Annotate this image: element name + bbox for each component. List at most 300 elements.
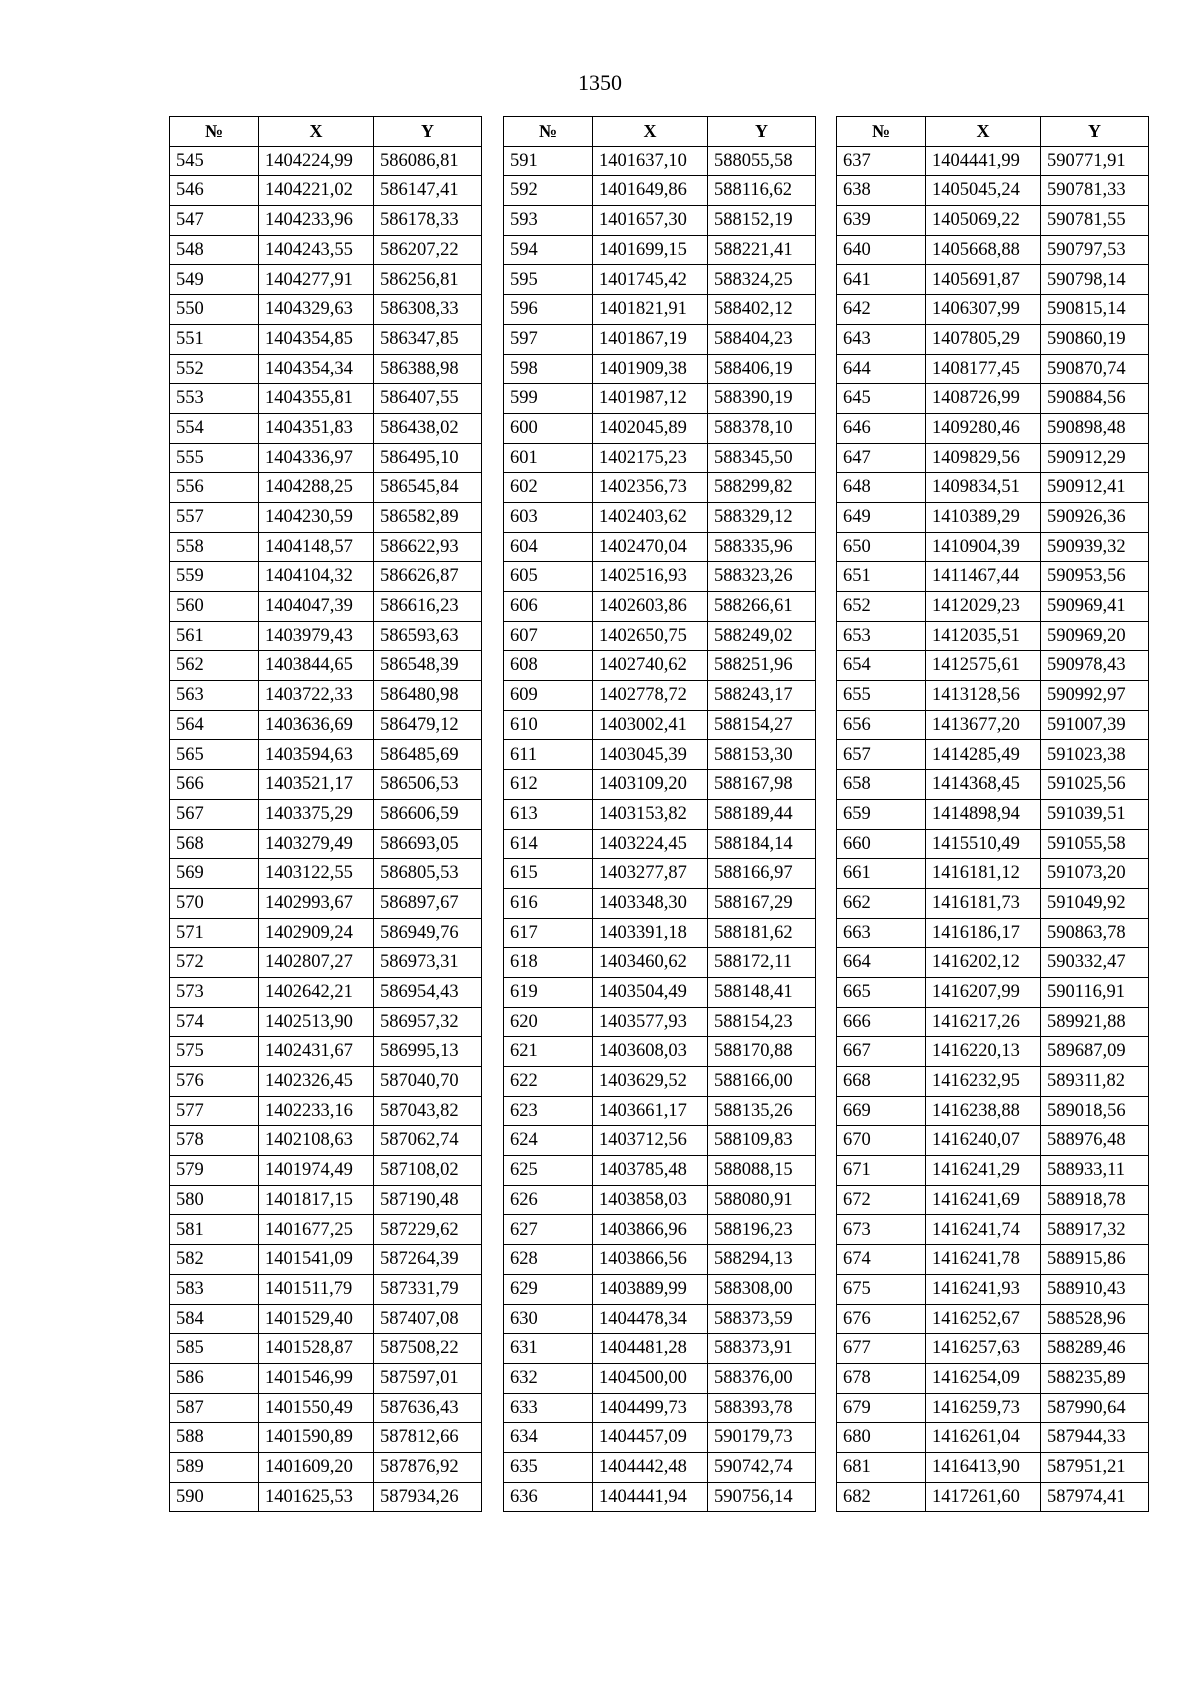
point-number-cell: 614: [504, 829, 593, 859]
y-coordinate-cell: 587040,70: [374, 1067, 482, 1097]
point-number-cell: 583: [170, 1274, 259, 1304]
x-coordinate-cell: 1403153,82: [593, 799, 708, 829]
table-row: [504, 473, 816, 503]
point-number-cell: 681: [837, 1452, 926, 1482]
x-coordinate-cell: 1404329,63: [259, 295, 374, 325]
table-row: [170, 799, 482, 829]
y-coordinate-cell: 590870,74: [1041, 354, 1149, 384]
y-coordinate-cell: 588373,91: [708, 1334, 816, 1364]
point-number-cell: 680: [837, 1423, 926, 1453]
header-row: [504, 117, 816, 147]
table-row: [504, 592, 816, 622]
point-number-cell: 662: [837, 888, 926, 918]
table-row: [504, 1126, 816, 1156]
point-number-cell: 622: [504, 1067, 593, 1097]
coordinates-table-3: [836, 116, 1149, 1512]
x-coordinate-cell: 1401528,87: [259, 1334, 374, 1364]
point-number-cell: 618: [504, 948, 593, 978]
x-coordinate-cell: 1402778,72: [593, 681, 708, 711]
point-number-cell: 558: [170, 532, 259, 562]
x-coordinate-cell: 1403661,17: [593, 1096, 708, 1126]
y-coordinate-cell: 588170,88: [708, 1037, 816, 1067]
table-row: [504, 1334, 816, 1364]
table-row: [504, 740, 816, 770]
point-number-cell: 676: [837, 1304, 926, 1334]
x-coordinate-cell: 1403504,49: [593, 977, 708, 1007]
x-coordinate-cell: 1416241,74: [926, 1215, 1041, 1245]
point-number-cell: 639: [837, 206, 926, 236]
y-coordinate-cell: 588167,98: [708, 770, 816, 800]
table-row: [170, 1423, 482, 1453]
y-coordinate-cell: 587108,02: [374, 1156, 482, 1186]
point-number-cell: 682: [837, 1482, 926, 1512]
table-row: [837, 1185, 1149, 1215]
y-coordinate-cell: 587229,62: [374, 1215, 482, 1245]
y-coordinate-cell: 590912,41: [1041, 473, 1149, 503]
x-coordinate-cell: 1402909,24: [259, 918, 374, 948]
y-coordinate-cell: 588181,62: [708, 918, 816, 948]
y-coordinate-cell: 586086,81: [374, 146, 482, 176]
table-row: [170, 740, 482, 770]
point-number-cell: 569: [170, 859, 259, 889]
point-number-cell: 550: [170, 295, 259, 325]
y-coordinate-cell: 590179,73: [708, 1423, 816, 1453]
y-coordinate-cell: 588345,50: [708, 443, 816, 473]
point-number-cell: 578: [170, 1126, 259, 1156]
y-coordinate-cell: 590969,20: [1041, 621, 1149, 651]
y-coordinate-cell: 589687,09: [1041, 1037, 1149, 1067]
x-coordinate-cell: 1403279,49: [259, 829, 374, 859]
point-number-cell: 620: [504, 1007, 593, 1037]
table-row: [504, 621, 816, 651]
x-coordinate-cell: 1403594,63: [259, 740, 374, 770]
table-row: [170, 413, 482, 443]
y-coordinate-cell: 590798,14: [1041, 265, 1149, 295]
y-coordinate-cell: 588308,00: [708, 1274, 816, 1304]
table-row: [837, 948, 1149, 978]
x-coordinate-cell: 1416241,29: [926, 1156, 1041, 1186]
table-row: [170, 918, 482, 948]
x-coordinate-cell: 1404478,34: [593, 1304, 708, 1334]
table-row: [504, 502, 816, 532]
point-number-cell: 674: [837, 1245, 926, 1275]
point-number-cell: 545: [170, 146, 259, 176]
table-row: [504, 146, 816, 176]
x-coordinate-cell: 1404221,02: [259, 176, 374, 206]
table-row: [837, 681, 1149, 711]
point-number-cell: 651: [837, 562, 926, 592]
table-row: [837, 206, 1149, 236]
point-number-cell: 559: [170, 562, 259, 592]
y-coordinate-cell: 588154,27: [708, 710, 816, 740]
y-coordinate-cell: 590781,55: [1041, 206, 1149, 236]
y-coordinate-cell: 586479,12: [374, 710, 482, 740]
x-coordinate-cell: 1401609,20: [259, 1452, 374, 1482]
table-body: [170, 146, 482, 1512]
point-number-cell: 675: [837, 1274, 926, 1304]
point-number-cell: 672: [837, 1185, 926, 1215]
table-row: [170, 176, 482, 206]
x-coordinate-cell: 1416241,93: [926, 1274, 1041, 1304]
table-row: [504, 265, 816, 295]
table-row: [837, 1304, 1149, 1334]
table-row: [170, 651, 482, 681]
point-number-cell: 563: [170, 681, 259, 711]
table-row: [170, 1156, 482, 1186]
x-coordinate-cell: 1403866,56: [593, 1245, 708, 1275]
table-row: [504, 206, 816, 236]
x-coordinate-cell: 1416241,78: [926, 1245, 1041, 1275]
table-row: [837, 1096, 1149, 1126]
y-coordinate-cell: 588116,62: [708, 176, 816, 206]
point-number-cell: 646: [837, 413, 926, 443]
x-coordinate-cell: 1416252,67: [926, 1304, 1041, 1334]
x-coordinate-cell: 1403979,43: [259, 621, 374, 651]
point-number-cell: 664: [837, 948, 926, 978]
table-row: [837, 740, 1149, 770]
x-coordinate-cell: 1403722,33: [259, 681, 374, 711]
point-number-cell: 628: [504, 1245, 593, 1275]
y-coordinate-cell: 588289,46: [1041, 1334, 1149, 1364]
y-coordinate-cell: 588154,23: [708, 1007, 816, 1037]
x-coordinate-cell: 1411467,44: [926, 562, 1041, 592]
point-number-cell: 603: [504, 502, 593, 532]
x-coordinate-cell: 1416254,09: [926, 1363, 1041, 1393]
point-number-cell: 594: [504, 235, 593, 265]
point-number-cell: 677: [837, 1334, 926, 1364]
point-number-cell: 642: [837, 295, 926, 325]
table-row: [504, 1007, 816, 1037]
point-number-cell: 593: [504, 206, 593, 236]
point-number-cell: 631: [504, 1334, 593, 1364]
point-number-cell: 652: [837, 592, 926, 622]
y-coordinate-cell: 588299,82: [708, 473, 816, 503]
x-coordinate-cell: 1416259,73: [926, 1393, 1041, 1423]
x-coordinate-cell: 1404457,09: [593, 1423, 708, 1453]
y-coordinate-cell: 586954,43: [374, 977, 482, 1007]
x-coordinate-cell: 1405691,87: [926, 265, 1041, 295]
y-coordinate-cell: 588152,19: [708, 206, 816, 236]
table-row: [170, 146, 482, 176]
table-row: [504, 443, 816, 473]
table-row: [504, 918, 816, 948]
x-coordinate-cell: 1409280,46: [926, 413, 1041, 443]
y-coordinate-cell: 588918,78: [1041, 1185, 1149, 1215]
x-coordinate-cell: 1402642,21: [259, 977, 374, 1007]
x-coordinate-cell: 1403277,87: [593, 859, 708, 889]
y-coordinate-cell: 591039,51: [1041, 799, 1149, 829]
x-coordinate-cell: 1405668,88: [926, 235, 1041, 265]
y-coordinate-cell: 590926,36: [1041, 502, 1149, 532]
x-coordinate-cell: 1410904,39: [926, 532, 1041, 562]
page-number: 1350: [578, 70, 622, 95]
y-coordinate-cell: 588088,15: [708, 1156, 816, 1186]
y-coordinate-cell: 591073,20: [1041, 859, 1149, 889]
y-coordinate-cell: 586973,31: [374, 948, 482, 978]
table-row: [837, 1423, 1149, 1453]
y-coordinate-cell: 588915,86: [1041, 1245, 1149, 1275]
point-number-cell: 655: [837, 681, 926, 711]
y-coordinate-cell: 590742,74: [708, 1452, 816, 1482]
point-number-cell: 657: [837, 740, 926, 770]
y-coordinate-cell: 588404,23: [708, 324, 816, 354]
table-row: [504, 1037, 816, 1067]
point-number-cell: 601: [504, 443, 593, 473]
table-row: [170, 1185, 482, 1215]
point-number-cell: 565: [170, 740, 259, 770]
point-number-cell: 551: [170, 324, 259, 354]
point-number-cell: 669: [837, 1096, 926, 1126]
x-coordinate-cell: 1404288,25: [259, 473, 374, 503]
table-row: [170, 502, 482, 532]
x-coordinate-cell: 1403785,48: [593, 1156, 708, 1186]
table-row: [837, 295, 1149, 325]
y-coordinate-cell: 586147,41: [374, 176, 482, 206]
y-coordinate-cell: 587876,92: [374, 1452, 482, 1482]
table-row: [504, 977, 816, 1007]
point-number-cell: 658: [837, 770, 926, 800]
x-coordinate-cell: 1406307,99: [926, 295, 1041, 325]
x-coordinate-cell: 1401637,10: [593, 146, 708, 176]
table-row: [837, 977, 1149, 1007]
table-row: [837, 1393, 1149, 1423]
y-coordinate-cell: 590884,56: [1041, 384, 1149, 414]
header-row: [170, 117, 482, 147]
table-row: [170, 384, 482, 414]
y-coordinate-cell: 586957,32: [374, 1007, 482, 1037]
header-y: Y: [374, 117, 482, 147]
y-coordinate-cell: 587990,64: [1041, 1393, 1149, 1423]
header-number: №: [170, 117, 259, 147]
x-coordinate-cell: 1402326,45: [259, 1067, 374, 1097]
y-coordinate-cell: 587934,26: [374, 1482, 482, 1512]
y-coordinate-cell: 587812,66: [374, 1423, 482, 1453]
point-number-cell: 592: [504, 176, 593, 206]
x-coordinate-cell: 1402470,04: [593, 532, 708, 562]
table-row: [837, 829, 1149, 859]
table-row: [170, 562, 482, 592]
x-coordinate-cell: 1404441,99: [926, 146, 1041, 176]
x-coordinate-cell: 1405045,24: [926, 176, 1041, 206]
point-number-cell: 619: [504, 977, 593, 1007]
table-row: [170, 1304, 482, 1334]
point-number-cell: 625: [504, 1156, 593, 1186]
x-coordinate-cell: 1404442,48: [593, 1452, 708, 1482]
table-row: [504, 829, 816, 859]
table-row: [504, 1393, 816, 1423]
table-row: [504, 1215, 816, 1245]
y-coordinate-cell: 588148,41: [708, 977, 816, 1007]
y-coordinate-cell: 591023,38: [1041, 740, 1149, 770]
table-body: [504, 146, 816, 1512]
y-coordinate-cell: 590939,32: [1041, 532, 1149, 562]
x-coordinate-cell: 1404354,85: [259, 324, 374, 354]
point-number-cell: 679: [837, 1393, 926, 1423]
x-coordinate-cell: 1403844,65: [259, 651, 374, 681]
point-number-cell: 602: [504, 473, 593, 503]
y-coordinate-cell: 587636,43: [374, 1393, 482, 1423]
y-coordinate-cell: 586207,22: [374, 235, 482, 265]
table-row: [837, 265, 1149, 295]
point-number-cell: 585: [170, 1334, 259, 1364]
x-coordinate-cell: 1402650,75: [593, 621, 708, 651]
y-coordinate-cell: 588172,11: [708, 948, 816, 978]
point-number-cell: 552: [170, 354, 259, 384]
x-coordinate-cell: 1408177,45: [926, 354, 1041, 384]
y-coordinate-cell: 590898,48: [1041, 413, 1149, 443]
table-row: [837, 354, 1149, 384]
y-coordinate-cell: 588294,13: [708, 1245, 816, 1275]
y-coordinate-cell: 588266,61: [708, 592, 816, 622]
y-coordinate-cell: 590860,19: [1041, 324, 1149, 354]
point-number-cell: 678: [837, 1363, 926, 1393]
y-coordinate-cell: 588329,12: [708, 502, 816, 532]
y-coordinate-cell: 588249,02: [708, 621, 816, 651]
table-row: [170, 473, 482, 503]
point-number-cell: 590: [170, 1482, 259, 1512]
x-coordinate-cell: 1402807,27: [259, 948, 374, 978]
y-coordinate-cell: 587944,33: [1041, 1423, 1149, 1453]
x-coordinate-cell: 1404355,81: [259, 384, 374, 414]
x-coordinate-cell: 1403224,45: [593, 829, 708, 859]
x-coordinate-cell: 1404499,73: [593, 1393, 708, 1423]
x-coordinate-cell: 1405069,22: [926, 206, 1041, 236]
point-number-cell: 610: [504, 710, 593, 740]
x-coordinate-cell: 1402233,16: [259, 1096, 374, 1126]
table-row: [837, 1126, 1149, 1156]
y-coordinate-cell: 588221,41: [708, 235, 816, 265]
y-coordinate-cell: 586480,98: [374, 681, 482, 711]
y-coordinate-cell: 590116,91: [1041, 977, 1149, 1007]
y-coordinate-cell: 586622,93: [374, 532, 482, 562]
x-coordinate-cell: 1401541,09: [259, 1245, 374, 1275]
table-row: [837, 413, 1149, 443]
x-coordinate-cell: 1403858,03: [593, 1185, 708, 1215]
table-row: [504, 1304, 816, 1334]
y-coordinate-cell: 588109,83: [708, 1126, 816, 1156]
y-coordinate-cell: 587264,39: [374, 1245, 482, 1275]
table-row: [837, 651, 1149, 681]
x-coordinate-cell: 1412035,51: [926, 621, 1041, 651]
table-row: [504, 354, 816, 384]
x-coordinate-cell: 1402356,73: [593, 473, 708, 503]
point-number-cell: 640: [837, 235, 926, 265]
table-row: [504, 1067, 816, 1097]
point-number-cell: 562: [170, 651, 259, 681]
header-x: X: [926, 117, 1041, 147]
table-row: [170, 1452, 482, 1482]
point-number-cell: 659: [837, 799, 926, 829]
point-number-cell: 626: [504, 1185, 593, 1215]
x-coordinate-cell: 1416238,88: [926, 1096, 1041, 1126]
table-row: [837, 799, 1149, 829]
x-coordinate-cell: 1401699,15: [593, 235, 708, 265]
point-number-cell: 609: [504, 681, 593, 711]
x-coordinate-cell: 1412575,61: [926, 651, 1041, 681]
y-coordinate-cell: 586548,39: [374, 651, 482, 681]
point-number-cell: 566: [170, 770, 259, 800]
table-row: [170, 621, 482, 651]
y-coordinate-cell: 588243,17: [708, 681, 816, 711]
y-coordinate-cell: 586308,33: [374, 295, 482, 325]
table-row: [170, 888, 482, 918]
x-coordinate-cell: 1404336,97: [259, 443, 374, 473]
y-coordinate-cell: 587508,22: [374, 1334, 482, 1364]
table-row: [504, 948, 816, 978]
point-number-cell: 663: [837, 918, 926, 948]
table-row: [170, 1215, 482, 1245]
x-coordinate-cell: 1403375,29: [259, 799, 374, 829]
y-coordinate-cell: 586438,02: [374, 413, 482, 443]
y-coordinate-cell: 588528,96: [1041, 1304, 1149, 1334]
table-row: [837, 1245, 1149, 1275]
point-number-cell: 635: [504, 1452, 593, 1482]
y-coordinate-cell: 588184,14: [708, 829, 816, 859]
table-row: [504, 1363, 816, 1393]
table-row: [837, 859, 1149, 889]
point-number-cell: 668: [837, 1067, 926, 1097]
point-number-cell: 632: [504, 1363, 593, 1393]
y-coordinate-cell: 588910,43: [1041, 1274, 1149, 1304]
table-row: [837, 1215, 1149, 1245]
point-number-cell: 617: [504, 918, 593, 948]
x-coordinate-cell: 1402045,89: [593, 413, 708, 443]
point-number-cell: 547: [170, 206, 259, 236]
table-row: [504, 888, 816, 918]
x-coordinate-cell: 1402603,86: [593, 592, 708, 622]
table-row: [504, 859, 816, 889]
table-row: [837, 384, 1149, 414]
y-coordinate-cell: 591007,39: [1041, 710, 1149, 740]
point-number-cell: 553: [170, 384, 259, 414]
table-row: [837, 502, 1149, 532]
point-number-cell: 584: [170, 1304, 259, 1334]
table-row: [170, 354, 482, 384]
x-coordinate-cell: 1404148,57: [259, 532, 374, 562]
point-number-cell: 561: [170, 621, 259, 651]
table-row: [170, 948, 482, 978]
table-row: [504, 235, 816, 265]
table-row: [170, 235, 482, 265]
x-coordinate-cell: 1416186,17: [926, 918, 1041, 948]
x-coordinate-cell: 1401817,15: [259, 1185, 374, 1215]
point-number-cell: 654: [837, 651, 926, 681]
y-coordinate-cell: 588153,30: [708, 740, 816, 770]
header-x: X: [259, 117, 374, 147]
x-coordinate-cell: 1402431,67: [259, 1037, 374, 1067]
table-row: [170, 1482, 482, 1512]
x-coordinate-cell: 1416207,99: [926, 977, 1041, 1007]
y-coordinate-cell: 588080,91: [708, 1185, 816, 1215]
y-coordinate-cell: 588135,26: [708, 1096, 816, 1126]
y-coordinate-cell: 588976,48: [1041, 1126, 1149, 1156]
y-coordinate-cell: 588390,19: [708, 384, 816, 414]
x-coordinate-cell: 1402108,63: [259, 1126, 374, 1156]
table-row: [504, 681, 816, 711]
x-coordinate-cell: 1401649,86: [593, 176, 708, 206]
table-row: [837, 1067, 1149, 1097]
table-row: [170, 324, 482, 354]
table-row: [837, 770, 1149, 800]
y-coordinate-cell: 586485,69: [374, 740, 482, 770]
x-coordinate-cell: 1407805,29: [926, 324, 1041, 354]
table-row: [504, 1423, 816, 1453]
y-coordinate-cell: 590756,14: [708, 1482, 816, 1512]
table-row: [837, 146, 1149, 176]
x-coordinate-cell: 1403636,69: [259, 710, 374, 740]
x-coordinate-cell: 1402175,23: [593, 443, 708, 473]
table-row: [504, 176, 816, 206]
